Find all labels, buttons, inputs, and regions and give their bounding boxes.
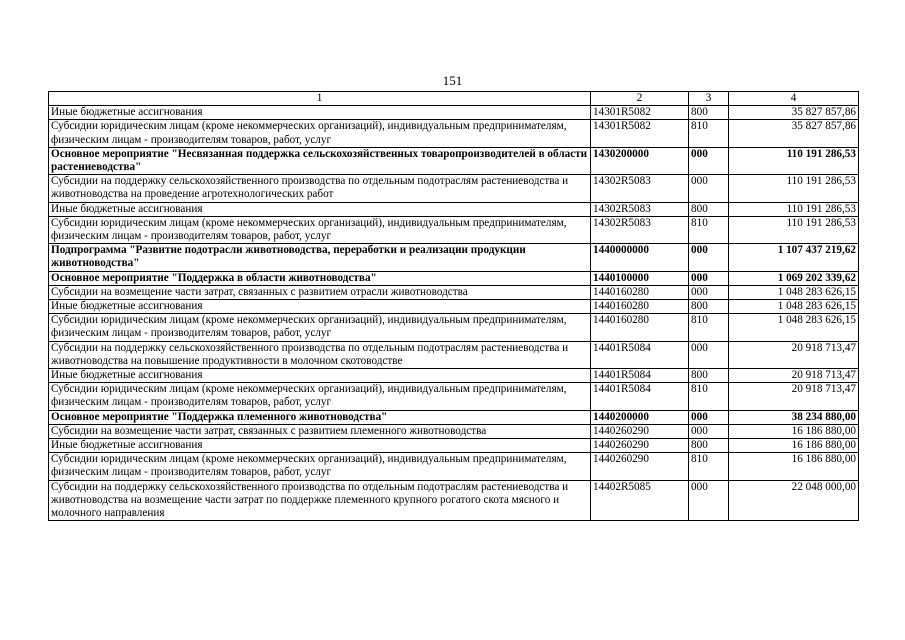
row-code: 14301R5082	[591, 106, 689, 120]
table-row	[49, 285, 859, 299]
table-row	[49, 341, 859, 368]
row-code: 14302R5083	[591, 202, 689, 216]
row-code: 14401R5084	[591, 383, 689, 410]
row-code: 1440000000	[591, 244, 689, 271]
table-row	[49, 383, 859, 410]
row-name: Иные бюджетные ассигнования	[49, 300, 591, 314]
row-amount: 16 186 880,00	[729, 439, 859, 453]
row-code: 14302R5083	[591, 175, 689, 202]
budget-table	[48, 91, 859, 521]
page-number: 151	[442, 73, 463, 88]
row-name: Субсидии юридическим лицам (кроме некоммерческих организаций), индивидуальным предпринимателям, физическим лицам - производителям товаров, работ, услуг	[49, 216, 591, 243]
row-amount: 1 069 202 339,62	[729, 271, 859, 285]
table-row	[49, 216, 859, 243]
row-code: 14302R5083	[591, 216, 689, 243]
table-row	[49, 106, 859, 120]
column-header-1: 1	[49, 92, 591, 106]
row-name: Субсидии юридическим лицам (кроме некоммерческих организаций), индивидуальным предпринимателям, физическим лицам - производителям товаров, работ, услуг	[49, 383, 591, 410]
row-amount: 1 048 283 626,15	[729, 300, 859, 314]
row-type: 800	[689, 300, 729, 314]
row-code: 1440260290	[591, 439, 689, 453]
row-amount: 22 048 000,00	[729, 480, 859, 521]
row-amount: 1 048 283 626,15	[729, 285, 859, 299]
table-row	[49, 202, 859, 216]
row-name: Субсидии юридическим лицам (кроме некоммерческих организаций), индивидуальным предпринимателям, физическим лицам - производителям товаров, работ, услуг	[49, 314, 591, 341]
row-amount: 110 191 286,53	[729, 175, 859, 202]
row-type: 000	[689, 480, 729, 521]
table-row	[49, 369, 859, 383]
table-row	[49, 300, 859, 314]
row-name: Иные бюджетные ассигнования	[49, 369, 591, 383]
row-amount: 38 234 880,00	[729, 410, 859, 424]
row-name: Подпрограмма "Развитие подотрасли животноводства, переработки и реализации продукции животноводства"	[49, 244, 591, 271]
table-header-row	[49, 92, 859, 106]
row-amount: 1 048 283 626,15	[729, 314, 859, 341]
row-type: 800	[689, 106, 729, 120]
row-type: 000	[689, 147, 729, 174]
row-code: 1440200000	[591, 410, 689, 424]
row-type: 810	[689, 216, 729, 243]
row-name: Основное мероприятие "Несвязанная поддержка сельскохозяйственных товаропроизводителей в области растениеводства"	[49, 147, 591, 174]
table-row	[49, 410, 859, 424]
row-amount: 20 918 713,47	[729, 341, 859, 368]
row-amount: 1 107 437 219,62	[729, 244, 859, 271]
row-name: Иные бюджетные ассигнования	[49, 202, 591, 216]
column-header-3: 3	[689, 92, 729, 106]
row-type: 810	[689, 314, 729, 341]
row-code: 1430200000	[591, 147, 689, 174]
row-code: 1440160280	[591, 300, 689, 314]
row-amount: 16 186 880,00	[729, 424, 859, 438]
column-header-2: 2	[591, 92, 689, 106]
row-name: Субсидии юридическим лицам (кроме некоммерческих организаций), индивидуальным предпринимателям, физическим лицам - производителям товаров, работ, услуг	[49, 120, 591, 147]
row-type: 800	[689, 369, 729, 383]
row-type: 800	[689, 202, 729, 216]
table-row	[49, 175, 859, 202]
column-header-4: 4	[729, 92, 859, 106]
table-row	[49, 271, 859, 285]
row-code: 1440260290	[591, 453, 689, 480]
table-row	[49, 314, 859, 341]
row-name: Иные бюджетные ассигнования	[49, 106, 591, 120]
row-name: Основное мероприятие "Поддержка в области животноводства"	[49, 271, 591, 285]
row-code: 1440160280	[591, 314, 689, 341]
row-name: Субсидии на поддержку сельскохозяйственного производства по отдельным подотраслям растениеводства и животноводства на проведение агротехнологических работ	[49, 175, 591, 202]
row-type: 000	[689, 424, 729, 438]
row-type: 810	[689, 383, 729, 410]
row-code: 14401R5084	[591, 341, 689, 368]
row-type: 800	[689, 439, 729, 453]
row-amount: 110 191 286,53	[729, 216, 859, 243]
table-row	[49, 453, 859, 480]
row-type: 810	[689, 453, 729, 480]
row-type: 000	[689, 410, 729, 424]
row-amount: 20 918 713,47	[729, 383, 859, 410]
row-amount: 110 191 286,53	[729, 147, 859, 174]
row-code: 14402R5085	[591, 480, 689, 521]
row-name: Основное мероприятие "Поддержка племенного животноводства"	[49, 410, 591, 424]
row-name: Субсидии на возмещение части затрат, связанных с развитием племенного животноводства	[49, 424, 591, 438]
row-type: 810	[689, 120, 729, 147]
row-code: 1440100000	[591, 271, 689, 285]
table-row	[49, 480, 859, 521]
row-amount: 16 186 880,00	[729, 453, 859, 480]
table-row	[49, 424, 859, 438]
row-code: 1440160280	[591, 285, 689, 299]
row-code: 1440260290	[591, 424, 689, 438]
row-name: Субсидии на поддержку сельскохозяйственного производства по отдельным подотраслям растениеводства и животноводства на возмещение части затрат по поддержке племенного крупного рогатого скота мясного и молочного направления	[49, 480, 591, 521]
row-code: 14301R5082	[591, 120, 689, 147]
row-name: Субсидии юридическим лицам (кроме некоммерческих организаций), индивидуальным предпринимателям, физическим лицам - производителям товаров, работ, услуг	[49, 453, 591, 480]
row-amount: 35 827 857,86	[729, 106, 859, 120]
table-row	[49, 120, 859, 147]
row-type: 000	[689, 175, 729, 202]
row-type: 000	[689, 285, 729, 299]
row-name: Субсидии на возмещение части затрат, связанных с развитием отрасли животноводства	[49, 285, 591, 299]
table-row	[49, 244, 859, 271]
table-body	[49, 92, 859, 521]
row-amount: 35 827 857,86	[729, 120, 859, 147]
row-name: Субсидии на поддержку сельскохозяйственного производства по отдельным подотраслям растениеводства и животноводства на повышение продуктивности в молочном скотоводстве	[49, 341, 591, 368]
row-type: 000	[689, 271, 729, 285]
row-name: Иные бюджетные ассигнования	[49, 439, 591, 453]
row-type: 000	[689, 341, 729, 368]
row-type: 000	[689, 244, 729, 271]
table-row	[49, 147, 859, 174]
row-amount: 20 918 713,47	[729, 369, 859, 383]
row-amount: 110 191 286,53	[729, 202, 859, 216]
row-code: 14401R5084	[591, 369, 689, 383]
table-row	[49, 439, 859, 453]
